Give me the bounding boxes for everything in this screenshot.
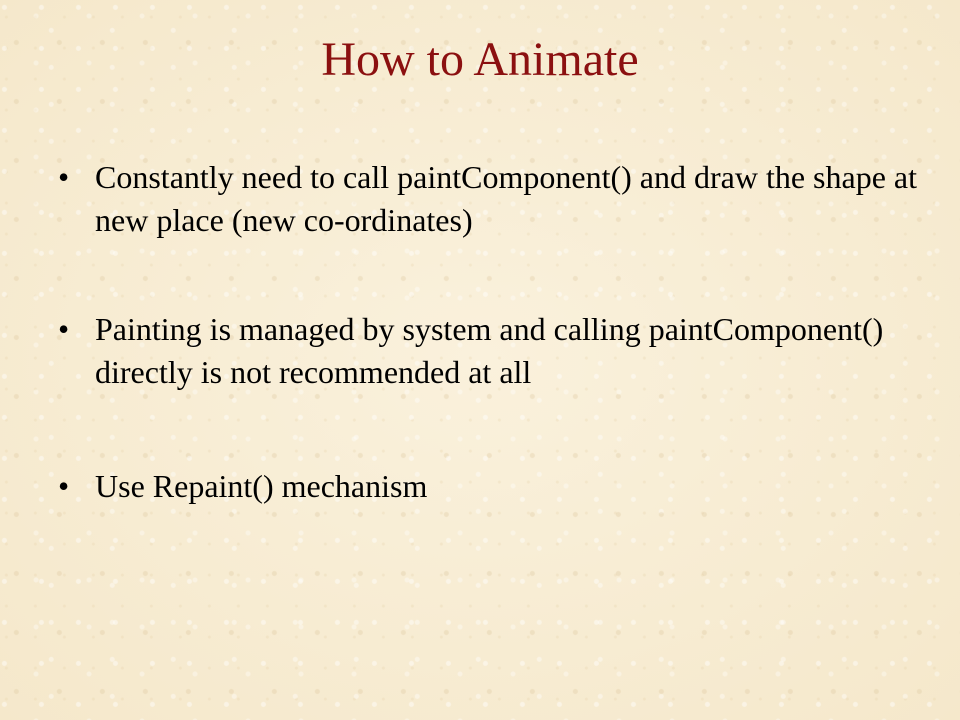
bullet-item — [58, 465, 958, 508]
slide-title: How to Animate — [321, 33, 639, 86]
bullet-text: Constantly need to call paintComponent() and draw the shape at new place (new co-ordinates) — [95, 159, 917, 238]
bullet-item — [58, 156, 958, 242]
bullet-icon: • — [58, 311, 70, 347]
bullet-icon: • — [58, 468, 70, 504]
bullet-text: Use Repaint() mechanism — [95, 468, 428, 504]
bullet-item — [58, 308, 958, 394]
bullet-list — [58, 156, 958, 508]
bullet-icon: • — [58, 159, 70, 195]
bullet-text: Painting is managed by system and calling paintComponent() directly is not recommended at all — [95, 311, 884, 390]
